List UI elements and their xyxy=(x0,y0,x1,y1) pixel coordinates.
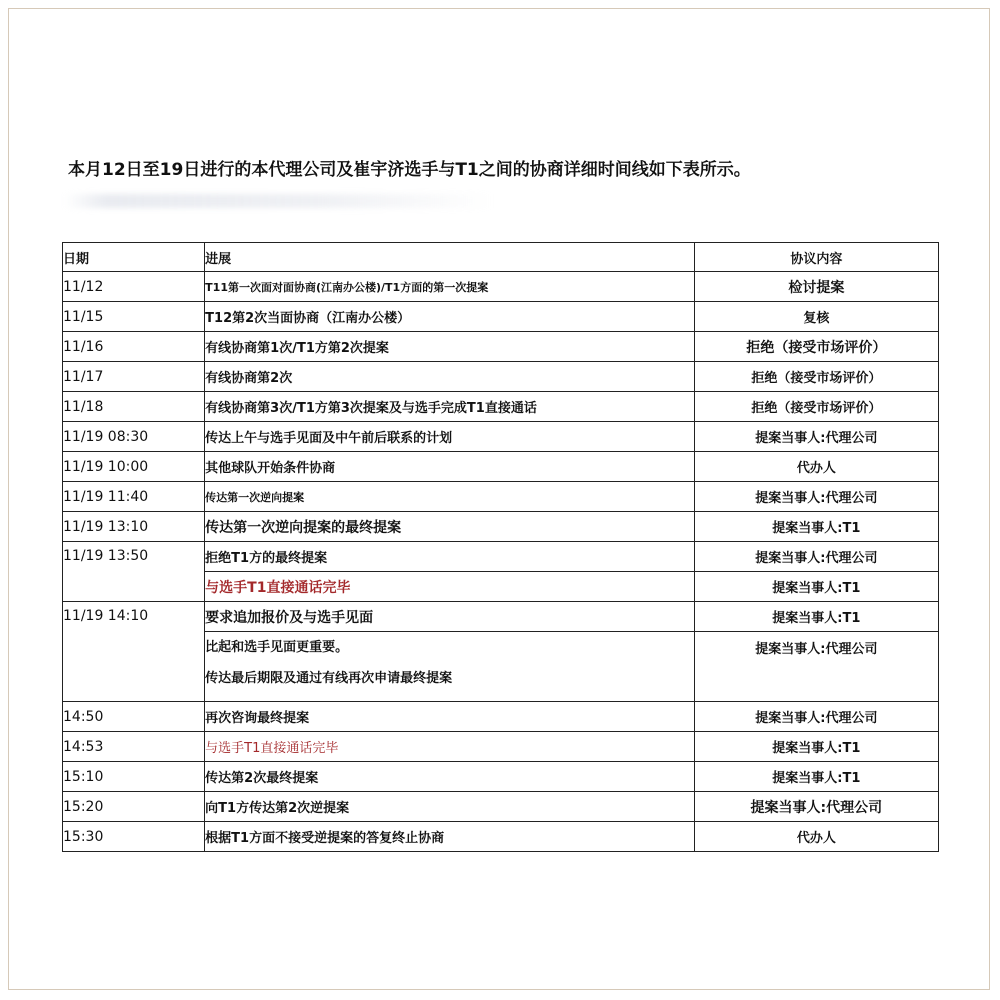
row-progress: 其他球队开始条件协商 xyxy=(205,452,695,482)
row-progress-highlight: 与选手T1直接通话完毕 xyxy=(205,572,695,602)
header-agreement: 协议内容 xyxy=(694,243,938,272)
row-progress: 传达第一次逆向提案 xyxy=(205,482,695,512)
row-agreement: 提案当事人:代理公司 xyxy=(694,542,938,572)
row-agreement: 拒绝（接受市场评价） xyxy=(694,392,938,422)
table-row xyxy=(63,392,939,422)
row-agreement: 检讨提案 xyxy=(694,272,938,302)
table-row xyxy=(63,362,939,392)
row-date: 11/19 08:30 xyxy=(63,422,205,452)
row-agreement: 提案当事人:T1 xyxy=(694,762,938,792)
table-row xyxy=(63,482,939,512)
table-row xyxy=(63,542,939,572)
row-date: 11/18 xyxy=(63,392,205,422)
row-date: 11/12 xyxy=(63,272,205,302)
row-progress: 有线协商第3次/T1方第3次提案及与选手完成T1直接通话 xyxy=(205,392,695,422)
row-agreement: 提案当事人:T1 xyxy=(694,602,938,632)
row-date: 11/19 14:10 xyxy=(63,602,205,702)
row-agreement: 代办人 xyxy=(694,452,938,482)
row-agreement: 提案当事人:代理公司 xyxy=(694,702,938,732)
table-row xyxy=(63,792,939,822)
row-date: 11/19 13:10 xyxy=(63,512,205,542)
row-agreement: 提案当事人:代理公司 xyxy=(694,482,938,512)
row-progress: T11第一次面对面协商(江南办公楼)/T1方面的第一次提案 xyxy=(205,272,695,302)
header-progress: 进展 xyxy=(205,243,695,272)
table-row xyxy=(63,272,939,302)
table-row xyxy=(63,602,939,632)
row-agreement: 复核 xyxy=(694,302,938,332)
table-row xyxy=(63,732,939,762)
row-progress: T12第2次当面协商（江南办公楼） xyxy=(205,302,695,332)
table-row xyxy=(63,302,939,332)
table-row xyxy=(63,762,939,792)
table-row xyxy=(63,422,939,452)
table-row xyxy=(63,332,939,362)
row-agreement: 提案当事人:代理公司 xyxy=(694,632,938,702)
row-progress: 拒绝T1方的最终提案 xyxy=(205,542,695,572)
row-progress: 传达第2次最终提案 xyxy=(205,762,695,792)
row-date: 11/19 11:40 xyxy=(63,482,205,512)
negotiation-timeline-table xyxy=(62,242,939,852)
table-row xyxy=(63,452,939,482)
row-progress: 再次咨询最终提案 xyxy=(205,702,695,732)
row-date: 11/19 10:00 xyxy=(63,452,205,482)
table-row xyxy=(63,702,939,732)
row-agreement: 拒绝（接受市场评价） xyxy=(694,332,938,362)
row-agreement: 代办人 xyxy=(694,822,938,852)
table-header-row xyxy=(63,243,939,272)
progress-line: 传达最后期限及通过有线再次申请最终提案 xyxy=(205,671,453,686)
row-date: 11/16 xyxy=(63,332,205,362)
row-agreement: 拒绝（接受市场评价） xyxy=(694,362,938,392)
progress-line: 比起和选手见面更重要。 xyxy=(205,640,349,655)
row-progress: 要求追加报价及与选手见面 xyxy=(205,602,695,632)
row-agreement: 提案当事人:代理公司 xyxy=(694,422,938,452)
row-date: 14:53 xyxy=(63,732,205,762)
row-progress: 根据T1方面不接受逆提案的答复终止协商 xyxy=(205,822,695,852)
row-progress: 向T1方传达第2次逆提案 xyxy=(205,792,695,822)
row-date: 14:50 xyxy=(63,702,205,732)
row-date: 11/19 13:50 xyxy=(63,542,205,602)
header-date: 日期 xyxy=(63,243,205,272)
row-date: 11/17 xyxy=(63,362,205,392)
row-agreement: 提案当事人:T1 xyxy=(694,512,938,542)
table-row xyxy=(63,512,939,542)
row-progress: 有线协商第2次 xyxy=(205,362,695,392)
row-agreement: 提案当事人:T1 xyxy=(694,732,938,762)
intro-text: 本月12日至19日进行的本代理公司及崔宇济选手与T1之间的协商详细时间线如下表所示。 xyxy=(68,160,751,180)
row-progress: 传达上午与选手见面及中午前后联系的计划 xyxy=(205,422,695,452)
table-row xyxy=(63,822,939,852)
row-date: 15:20 xyxy=(63,792,205,822)
row-date: 11/15 xyxy=(63,302,205,332)
row-progress: 有线协商第1次/T1方第2次提案 xyxy=(205,332,695,362)
row-agreement: 提案当事人:代理公司 xyxy=(694,792,938,822)
row-progress-highlight: 与选手T1直接通话完毕 xyxy=(205,732,695,762)
blurred-text-line xyxy=(64,194,494,208)
row-agreement: 提案当事人:T1 xyxy=(694,572,938,602)
row-date: 15:10 xyxy=(63,762,205,792)
row-date: 15:30 xyxy=(63,822,205,852)
row-progress: 传达第一次逆向提案的最终提案 xyxy=(205,512,695,542)
row-progress-multiline xyxy=(205,632,695,702)
